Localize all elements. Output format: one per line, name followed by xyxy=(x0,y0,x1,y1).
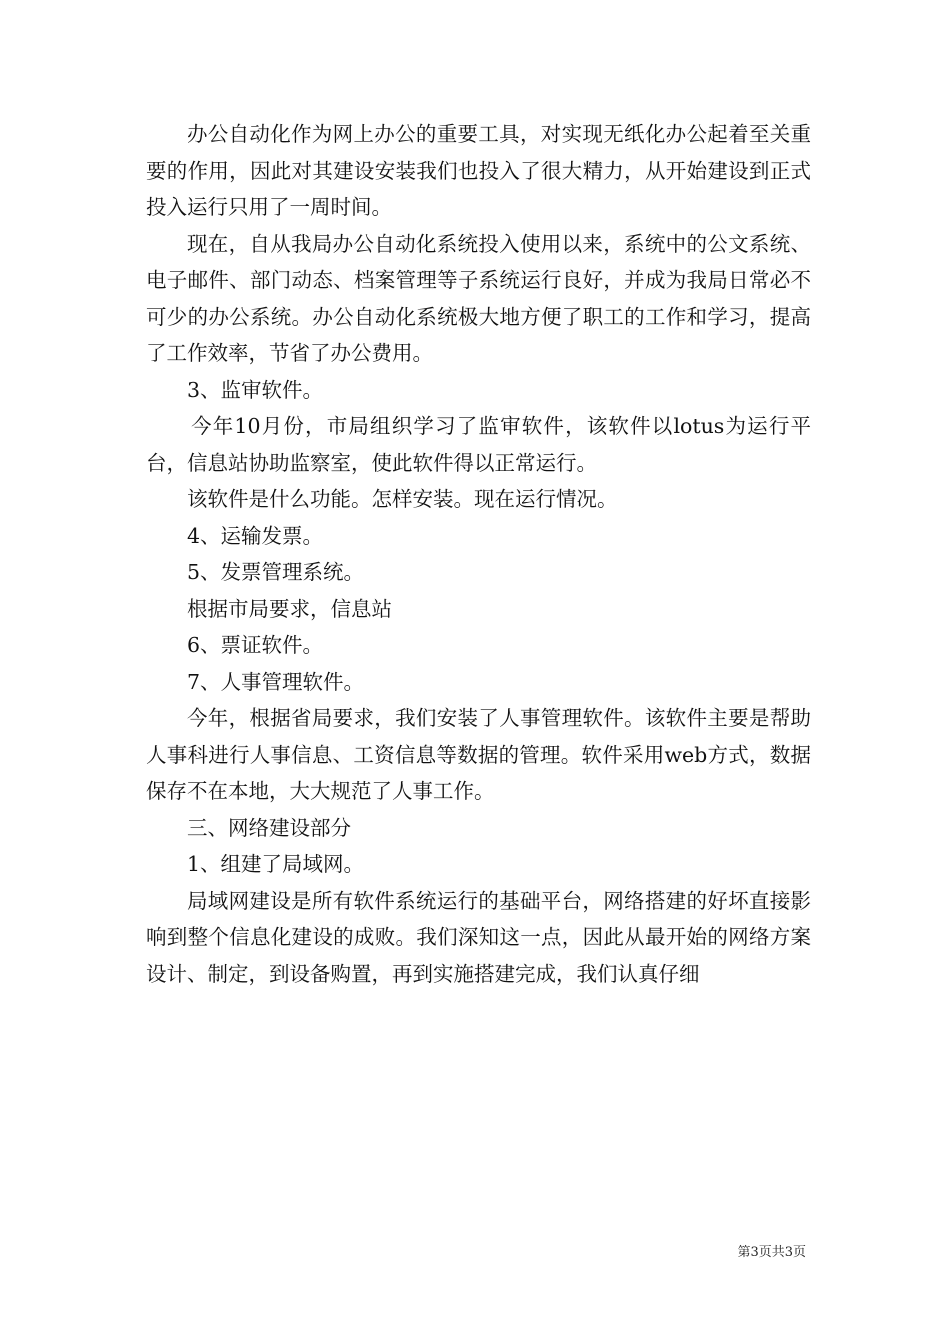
heading-hr-software: 7、人事管理软件。 xyxy=(187,669,365,694)
heading-lan: 1、组建了局域网。 xyxy=(187,852,365,876)
paragraph-oa-importance: 办公自动化作为网上办公的重要工具，对实现无纸化办公起着至关重要的作用，因此对其建设安装我们也投入了很大精力，从开始建设到正式投入运行只用了一周时间。 xyxy=(146,122,811,219)
paragraph-audit-software: 今年10月份，市局组织学习了监审软件，该软件以lotus为运行平台，信息站协助监察室，使此软件得以正常运行。 xyxy=(146,414,811,475)
paragraph-invoice-system: 根据市局要求，信息站 xyxy=(187,596,392,621)
document-body xyxy=(146,116,811,992)
paragraph-lan: 局域网建设是所有软件系统运行的基础平台，网络搭建的好坏直接影响到整个信息化建设的成败。我们深知这一点，因此从最开始的网络方案设计、制定，到设备购置，再到实施搭建完成，我们认真仔细 xyxy=(146,888,811,986)
heading-invoice-system: 5、发票管理系统。 xyxy=(187,560,365,584)
heading-transport-invoice: 4、运输发票。 xyxy=(187,523,324,548)
paragraph-hr-software: 今年，根据省局要求，我们安装了人事管理软件。该软件主要是帮助人事科进行人事信息、工资信息等数据的管理。软件采用web方式，数据保存不在本地，大大规范了人事工作。 xyxy=(146,706,811,803)
page-indicator: 第3页共3页 xyxy=(737,1245,806,1260)
heading-voucher-software: 6、票证软件。 xyxy=(187,633,324,657)
paragraph-audit-questions: 该软件是什么功能。怎样安装。现在运行情况。 xyxy=(187,487,618,511)
paragraph-oa-status: 现在，自从我局办公自动化系统投入使用以来，系统中的公文系统、电子邮件、部门动态、档案管理等子系统运行良好，并成为我局日常必不可少的办公系统。办公自动化系统极大地方便了职工的工作和学习，提高了工作效率，节省了办公费用。 xyxy=(146,231,811,365)
heading-audit-software: 3、监审软件。 xyxy=(187,377,324,402)
heading-network-section: 三、网络建设部分 xyxy=(187,815,351,840)
